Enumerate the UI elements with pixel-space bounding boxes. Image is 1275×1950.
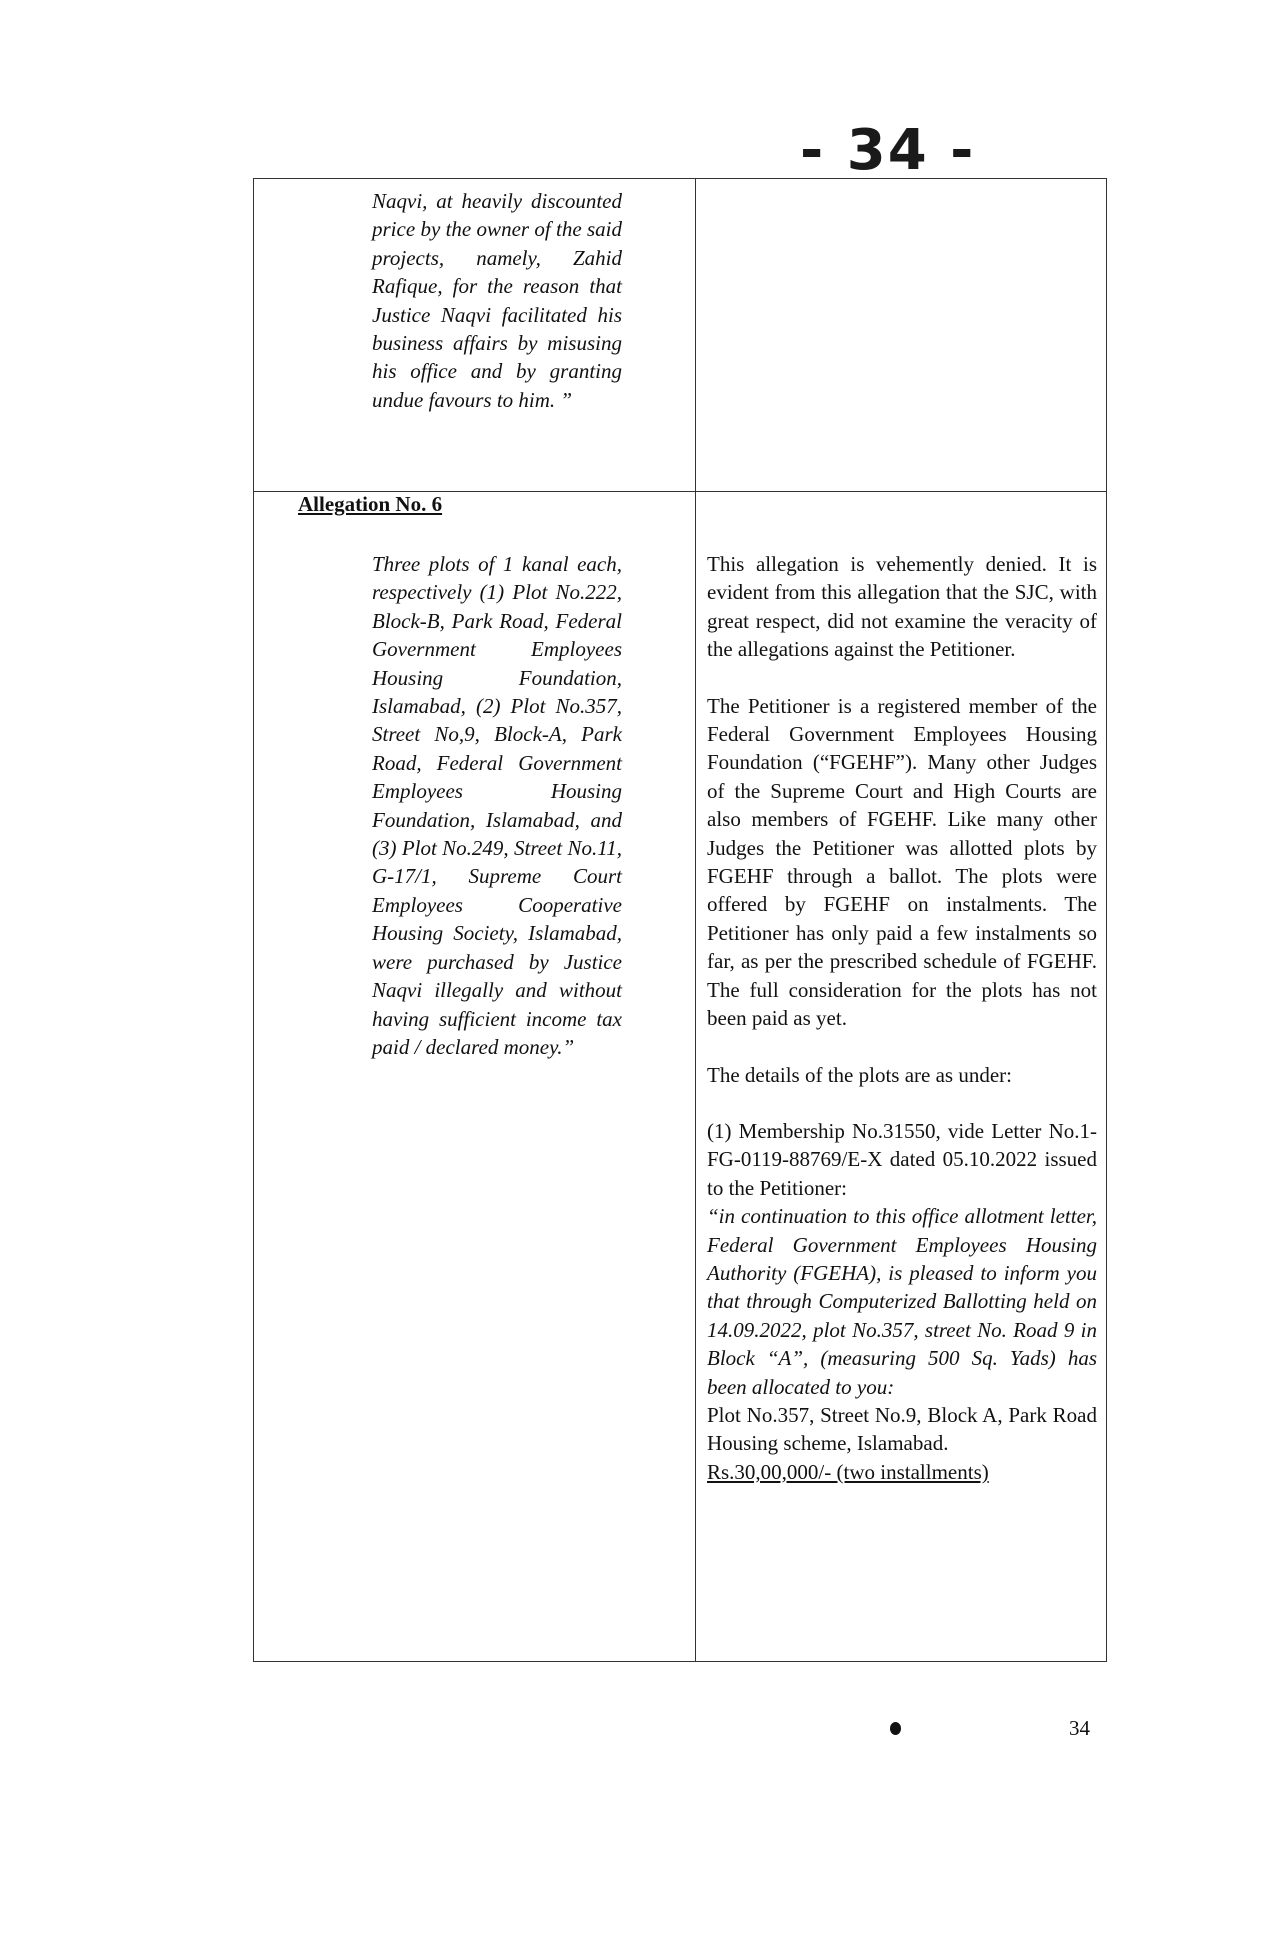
response-para-3: The details of the plots are as under:: [707, 1062, 1012, 1087]
response-para-1: This allegation is vehemently denied. It is evident from this allegation that the SJC, with great respect, did not examine the veracity of the allegations against the Petitioner.: [707, 552, 1097, 662]
response-column: [707, 550, 1097, 1486]
allegations-table: [253, 178, 1107, 1662]
page-number: 34: [1069, 1716, 1090, 1740]
column-divider: [695, 179, 696, 1661]
handwritten-page-number: - 34 -: [800, 118, 976, 183]
bullet-mark: [890, 1722, 901, 1735]
allegation-heading: Allegation No. 6: [298, 492, 443, 516]
allegation-text: Three plots of 1 kanal each, respectively (1) Plot No.222, Block-B, Park Road, Federal Government Employees Housing Foundation, Islamabad, (2) Plot No.357, Street No,9, Block-A, Park Road, Federal Government Employees Housing Foundation, Islamabad, and (3) Plot No.249, Street No.11, G-17/1, Supreme Court Employees Cooperative Housing Society, Islamabad, were purchased by Justice Naqvi illegally and without having sufficient income tax paid / declared money.”: [372, 552, 622, 1059]
top-row-left-text: Naqvi, at heavily discounted price by the owner of the said projects, namely, Zahid Rafique, for the reason that Justice Naqvi facilitated his business affairs by misusing his office and by granting undue favours to him. ”: [372, 189, 622, 412]
amount-line: Rs.30,00,000/- (two installments): [707, 1459, 989, 1484]
response-para-4-quote: “in continuation to this office allotment letter, Federal Government Employees Housing Authority (FGEHA), is pleased to inform you that through Computerized Ballotting held on 14.09.2022, plot No.357, street No. Road 9 in Block “A”, (measuring 500 Sq. Yads) has been allocated to you:: [707, 1204, 1097, 1399]
response-para-4-intro: (1) Membership No.31550, vide Letter No.1-FG-0119-88769/E-X dated 05.10.2022 issued to the Petitioner:: [707, 1118, 1097, 1200]
plot-line: Plot No.357, Street No.9, Block A, Park Road Housing scheme, Islamabad.: [707, 1402, 1097, 1456]
response-para-2: The Petitioner is a registered member of the Federal Government Employees Housing Foundation (“FGEHF”). Many other Judges of the Supreme Court and High Courts are also members of FGEHF. Like many other Judges the Petitioner was allotted plots by FGEHF through a ballot. The plots were offered by FGEHF on instalments. The Petitioner has only paid a few instalments so far, as per the prescribed schedule of FGEHF. The full consideration for the plots has not been paid as yet.: [707, 693, 1097, 1031]
